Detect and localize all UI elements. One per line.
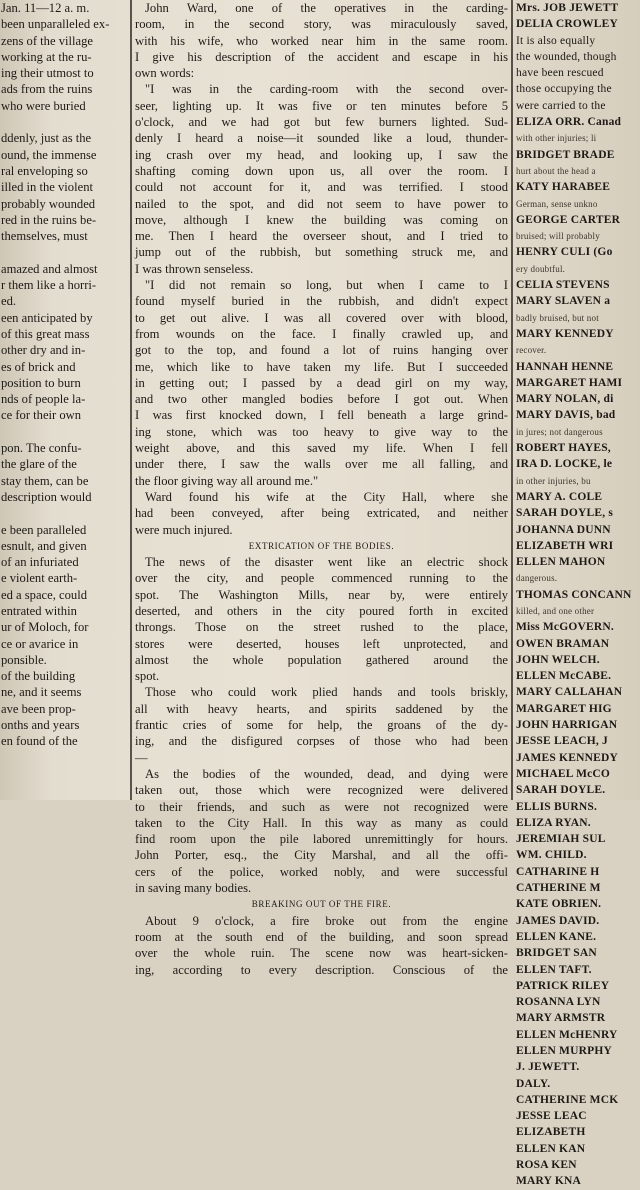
text-line: DALY. — [516, 1077, 551, 1090]
text-line: PATRICK RILEY — [516, 979, 610, 992]
text-line: Ward found his wife at the City Hall, where she — [145, 489, 508, 504]
text-line: ed. — [1, 294, 17, 309]
text-line: ery doubtful. — [516, 263, 566, 274]
column-rule — [130, 0, 132, 800]
text-line: HANNAH HENNE — [516, 360, 614, 373]
text-line: over the city, and people commenced running to the — [135, 571, 508, 586]
text-line: ELLEN TAFT. — [516, 963, 592, 976]
text-line: themselves, must — [1, 229, 88, 244]
text-line: to their friends, and such as were not recognized were — [135, 799, 508, 814]
text-line: J. JEWETT. — [516, 1061, 580, 1074]
text-line: John Porter, esq., the City Marshal, and all the offi- — [135, 848, 508, 863]
text-line: MARY CALLAHAN — [516, 686, 623, 699]
text-line: JAMES KENNEDY — [516, 751, 618, 764]
text-line: hurt about the head a — [516, 165, 596, 176]
text-line: cers of the police, worked nobly, and were successful — [135, 864, 508, 879]
text-line: ral enveloping so — [1, 163, 88, 178]
text-line: The news of the disaster went like an electric shock — [145, 555, 508, 570]
text-line: ELLEN KANE. — [516, 930, 597, 943]
text-line: ELIZABETH WRI — [516, 539, 614, 552]
text-line: JAMES DAVID. — [516, 914, 600, 927]
text-line: ur of Moloch, for — [1, 620, 89, 635]
text-line: been unparalleled ex- — [1, 17, 110, 32]
text-line: frantic cries of some for help, the groans of the dy- — [135, 718, 508, 733]
text-line: dangerous. — [516, 573, 558, 584]
text-line: were carried to the — [516, 99, 606, 112]
text-line: esnult, and given — [1, 538, 87, 553]
text-line: ne, and it seems — [1, 685, 82, 700]
text-line: amazed and almost — [1, 261, 98, 276]
text-line: JESSE LEACH, J — [516, 735, 608, 748]
text-line: red in the ruins be- — [1, 212, 97, 227]
text-line: got to the top, and found a lot of ruins hanging over — [135, 343, 508, 358]
text-line: recover. — [516, 345, 547, 356]
section-heading: BREAKING OUT OF THE FIRE. — [251, 899, 392, 910]
text-line: Jan. 11—12 a. m. — [1, 1, 90, 15]
text-line: could not account for it, and was terrified. I stood — [135, 180, 508, 195]
text-line: room at the south end of the building, and soon spread — [135, 929, 508, 944]
text-line: "I was in the carding-room with the second over- — [145, 82, 508, 97]
text-line: CATHERINE M — [516, 882, 601, 895]
text-line: illed in the violent — [1, 180, 93, 195]
text-line: MICHAEL McCO — [516, 767, 611, 780]
text-line: ce for their own — [1, 408, 82, 423]
text-line: About 9 o'clock, a fire broke out from the engine — [145, 913, 508, 928]
text-line: Mrs. JOB JEWETT — [516, 2, 619, 14]
text-line: working at the ru- — [1, 49, 92, 64]
text-line: CELIA STEVENS — [516, 279, 610, 292]
text-line: MARY SLAVEN a — [516, 295, 611, 308]
text-line: MARY ARMSTR — [516, 1012, 606, 1025]
text-line: the glare of the — [1, 457, 77, 472]
text-line: ELLEN McHENRY — [516, 1028, 618, 1041]
text-line: JEREMIAH SUL — [516, 833, 606, 846]
text-line: ound, the immense — [1, 147, 97, 162]
text-line: deserted, and others in the city poured forth in excited — [135, 603, 508, 618]
text-line: killed, and one other — [516, 605, 595, 616]
text-line: throngs. Those on the street rushed to the place, — [135, 620, 508, 635]
text-line: ing their utmost to — [1, 66, 94, 81]
text-line: MARGARET HAMI — [516, 376, 623, 389]
text-line: over the whole ruin. The scene now was heart-sicken- — [135, 946, 508, 961]
text-line — [0, 424, 127, 440]
text-line: I was first knocked down, I fell beneath a large grind- — [135, 408, 508, 423]
text-line: pon. The confu- — [1, 441, 82, 456]
text-line: JOHN WELCH. — [516, 653, 600, 666]
text-line: ELIZA ORR. Canad — [516, 116, 622, 129]
text-line: bruised; will probably — [516, 231, 600, 242]
text-line: BRIDGET SAN — [516, 947, 597, 960]
text-line: taken out, those which were recognized were delivered — [135, 783, 508, 798]
text-line: from wounds on the face. I finally crawled up, and — [135, 326, 508, 341]
text-line: spot. — [135, 669, 160, 684]
text-line: DELIA CROWLEY — [516, 18, 618, 31]
column-rule — [511, 0, 513, 800]
text-line: in getting out; I passed by a dead girl on my way, — [135, 375, 508, 390]
text-line: Those who could work plied hands and tools briskly, — [145, 685, 508, 700]
text-line: MARY KENNEDY — [516, 327, 614, 340]
text-line: ROBERT HAYES, — [516, 442, 611, 455]
text-line: the wounded, though — [516, 50, 617, 63]
text-line: o'clock, and we had got but few burners lighted. Sud- — [135, 115, 508, 130]
text-line: of the building — [1, 669, 76, 684]
text-line: zens of the village — [1, 33, 93, 48]
text-line: had been conveyed, after being extricated, and neither — [135, 506, 508, 521]
text-line: were much injured. — [135, 522, 233, 537]
text-line — [0, 114, 127, 130]
text-line: CATHARINE H — [516, 865, 600, 878]
left-column — [0, 0, 127, 800]
text-line: weight above, and this saved my life. When I fell — [135, 441, 508, 456]
text-line: nds of people la- — [1, 392, 86, 407]
text-line: ponsible. — [1, 652, 47, 667]
text-line: MARY NOLAN, di — [516, 393, 614, 406]
text-line: own words: — [135, 66, 195, 81]
text-line: ROSANNA LYN — [516, 996, 601, 1009]
text-line: As the bodies of the wounded, dead, and dying were — [145, 766, 508, 781]
text-line: ads from the ruins — [1, 82, 93, 97]
right-column — [516, 0, 640, 1188]
text-line: MARY DAVIS, bad — [516, 409, 616, 422]
text-line: with other injuries; li — [516, 133, 597, 144]
text-line: ROSA KEN — [516, 1159, 577, 1172]
text-line: ELIZA RYAN. — [516, 816, 591, 829]
text-line: MARY A. COLE — [516, 490, 603, 503]
text-line: MARY KNA — [516, 1175, 581, 1188]
text-line: r them like a horri- — [1, 278, 97, 293]
text-line: room, in the second story, was miraculously saved, — [135, 17, 508, 32]
text-line: ELLEN KAN — [516, 1142, 586, 1155]
text-line: "I did not remain so long, but when I came to I — [145, 278, 508, 293]
text-line: of this great mass — [1, 326, 90, 341]
text-line: WM. CHILD. — [516, 849, 587, 862]
text-line: shafting coming down upon us, all over the room. I — [135, 163, 508, 178]
text-line: — — [135, 750, 148, 765]
text-line: of an infuriated — [1, 555, 79, 570]
text-line: CATHERINE MCK — [516, 1093, 619, 1106]
text-line: ce or avarice in — [1, 636, 79, 651]
text-line: ELLEN MURPHY — [516, 1045, 613, 1057]
text-line: ing stone, which was too heavy to give way to the — [135, 424, 508, 439]
middle-column — [135, 0, 508, 977]
text-line: GEORGE CARTER — [516, 213, 621, 226]
text-line: jump out of the rubbish, but something struck me, and — [135, 245, 508, 260]
text-line: stores were deserted, houses left unprotected, and — [135, 636, 508, 651]
text-line: ELIZABETH — [516, 1126, 586, 1139]
text-line: Miss McGOVERN. — [516, 621, 614, 634]
text-line: ave been prop- — [1, 701, 76, 716]
text-line: ing crash over my head, and looking up, I saw the — [135, 147, 508, 162]
text-line: German, sense unkno — [516, 198, 598, 209]
text-line: denly I heard a noise—it sounded like a loud, thunder- — [135, 131, 508, 146]
text-line — [0, 505, 127, 521]
text-line: SARAH DOYLE. — [516, 784, 606, 797]
text-line: who were buried — [1, 98, 86, 113]
text-line: seer, lighting up. It was five or ten minutes before 5 — [135, 98, 508, 113]
text-line: found myself buried in the rubbish, and didn't expect — [135, 294, 508, 309]
text-line: KATY HARABEE — [516, 181, 611, 194]
text-line: ing, according to every description. Conscious of the — [135, 962, 508, 977]
text-line: me, which like to have taken my life. But I succeeded — [135, 359, 508, 374]
text-line: entrated within — [1, 603, 77, 618]
text-line: the floor giving way all around me." — [135, 473, 319, 488]
text-line: spot. The Washington Mills, near by, were entirely — [135, 587, 508, 602]
text-line: probably wounded — [1, 196, 96, 211]
text-line: een anticipated by — [1, 310, 93, 325]
text-line: to get out alive. I was all covered over with blood, — [135, 310, 508, 325]
text-line: John Ward, one of the operatives in the carding- — [145, 1, 508, 15]
section-heading: EXTRICATION OF THE BODIES. — [248, 540, 395, 551]
text-line: almost the whole population gathered around the — [135, 652, 508, 667]
text-line: IRA D. LOCKE, le — [516, 458, 613, 471]
text-line: JOHANNA DUNN — [516, 523, 611, 536]
text-line: I give his description of the accident and escape in his — [135, 49, 508, 64]
text-line: and two other mangled bodies before I got out. When — [135, 392, 508, 407]
text-line — [0, 244, 127, 260]
text-line: ELLIS BURNS. — [516, 800, 598, 813]
text-line: have been rescued — [516, 67, 604, 80]
text-line: JOHN HARRIGAN — [516, 719, 618, 732]
text-line: e violent earth- — [1, 571, 78, 586]
text-line: with his wife, who worked near him in the same room. — [135, 33, 508, 48]
text-line: ELLEN MAHON — [516, 556, 606, 569]
text-line: ELLEN McCABE. — [516, 670, 612, 683]
text-line: It is also equally — [516, 34, 596, 47]
text-line: in jures; not dangerous — [516, 426, 603, 437]
text-line: all with heavy hearts, and spirits saddened by the — [135, 701, 508, 716]
text-line: en found of the — [1, 734, 78, 749]
text-line: e been paralleled — [1, 522, 87, 537]
text-line: those occupying the — [516, 83, 612, 96]
text-line: JESSE LEAC — [516, 1110, 587, 1123]
text-line: ing, and the disfigured corpses of those who had been — [135, 734, 508, 749]
text-line: me. Then I heard the overseer shout, and I tried to — [135, 229, 508, 244]
text-line: BRIDGET BRADE — [516, 148, 615, 161]
text-line: find room upon the pile labored unremittingly for hours. — [135, 832, 508, 847]
text-line: ddenly, just as the — [1, 131, 92, 146]
text-line: nailed to the spot, and did not seem to have power to — [135, 196, 508, 211]
text-line: badly bruised, but not — [516, 312, 599, 323]
text-line: ed a space, could — [1, 587, 88, 602]
text-line: stay them, can be — [1, 473, 89, 488]
text-line: in saving many bodies. — [135, 881, 252, 896]
text-line: taken to the City Hall. In this way as many as could — [135, 815, 508, 830]
text-line: MARGARET HIG — [516, 702, 612, 715]
text-line: in other injuries, bu — [516, 475, 591, 486]
text-line: KATE OBRIEN. — [516, 898, 602, 911]
text-line: position to burn — [1, 375, 81, 390]
text-line: description would — [1, 489, 92, 504]
text-line: move, although I knew the building was coming on — [135, 212, 508, 227]
text-line: I was thrown senseless. — [135, 261, 254, 276]
text-line: other dry and in- — [1, 343, 86, 358]
text-line: onths and years — [1, 718, 80, 733]
text-line: under there, I saw the walls over me all falling, and — [135, 457, 508, 472]
text-line: HENRY CULI (Go — [516, 246, 613, 259]
text-line: es of brick and — [1, 359, 76, 374]
text-line: SARAH DOYLE, s — [516, 507, 614, 520]
text-line: THOMAS CONCANN — [516, 588, 632, 601]
text-line: OWEN BRAMAN — [516, 637, 610, 650]
